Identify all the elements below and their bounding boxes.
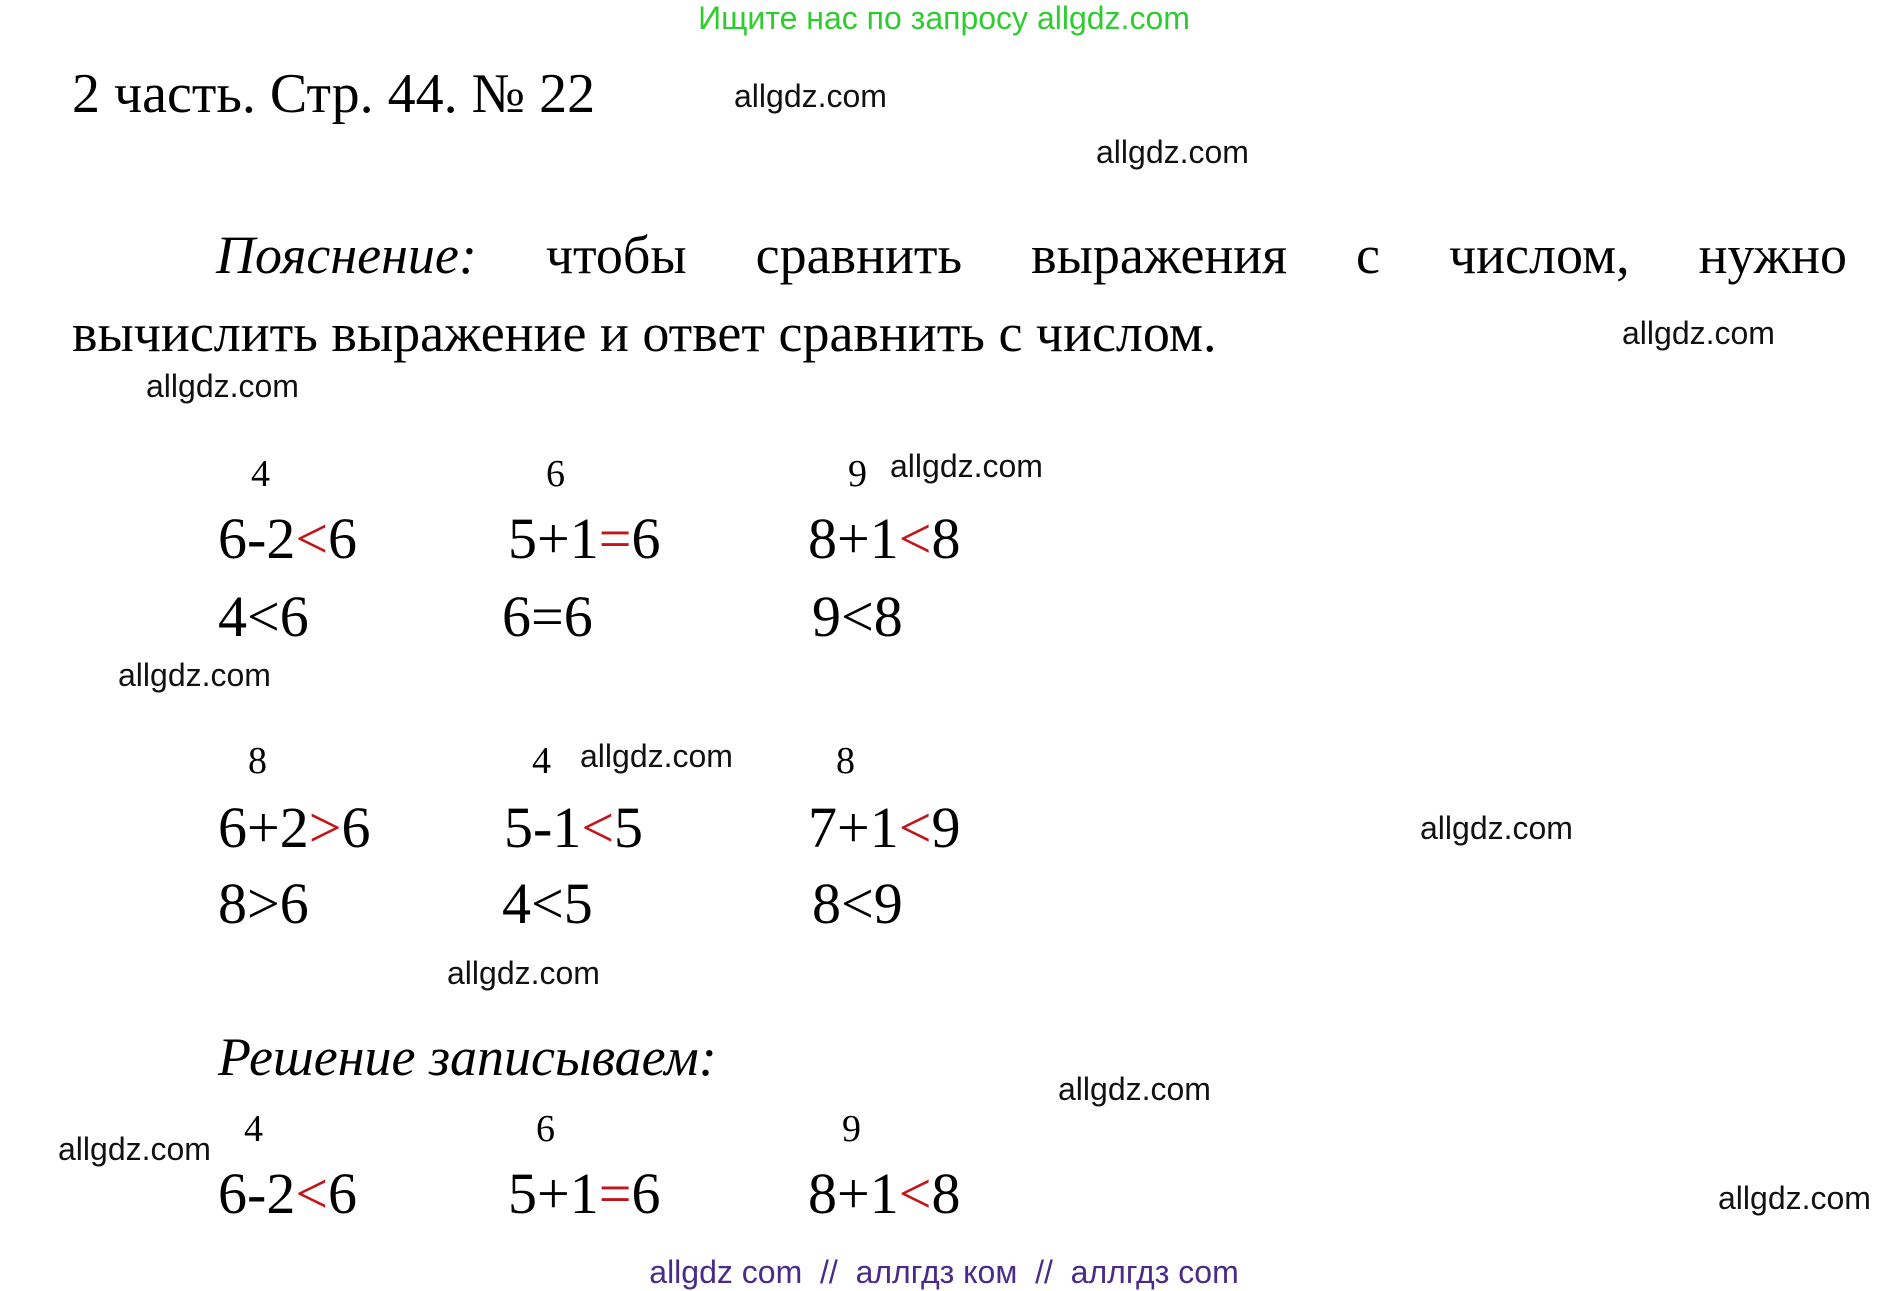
result-number: 4: [244, 1108, 263, 1150]
expression-left: 5+1: [508, 1161, 599, 1226]
explanation-line-2: вычислить выражение и ответ сравнить с числом.: [72, 303, 1217, 363]
expression-right: 8: [931, 1161, 961, 1226]
expression-right: 9: [931, 795, 961, 860]
expression: [508, 1160, 660, 1227]
expression-right: 6: [341, 795, 371, 860]
expression-left: 8+1: [808, 1161, 899, 1226]
result-number: 9: [848, 453, 867, 495]
watermark: allgdz.com: [58, 1131, 211, 1167]
comparison-sign: <: [581, 795, 615, 860]
expression-right: 6: [328, 1161, 358, 1226]
explanation-label: Пояснение:: [216, 225, 477, 285]
explanation-line-1: [72, 216, 1847, 294]
comparison-sign: =: [598, 1161, 632, 1226]
solution-heading: Решение записываем:: [218, 1027, 717, 1087]
expression-left: 5-1: [504, 795, 582, 860]
watermark: allgdz.com: [580, 738, 733, 774]
expression-right: 6: [631, 506, 661, 571]
result-number: 6: [536, 1108, 555, 1150]
comparison: 6=6: [502, 584, 593, 649]
watermark: allgdz.com: [734, 78, 887, 114]
expression: [808, 1160, 960, 1227]
comparison: 8<9: [812, 871, 903, 936]
page-title: 2 часть. Стр. 44. № 22: [72, 63, 596, 125]
watermark: allgdz.com: [1096, 134, 1249, 170]
result-number: 4: [251, 453, 270, 495]
watermark: allgdz.com: [146, 368, 299, 404]
expression-left: 6-2: [218, 1161, 296, 1226]
explanation-text-1: чтобы сравнить выражения с числом, нужно: [545, 225, 1847, 285]
expression: [218, 1160, 357, 1227]
top-banner: Ищите нас по запросу allgdz.com: [698, 0, 1190, 36]
expression-right: 6: [328, 506, 358, 571]
expression-left: 8+1: [808, 506, 899, 571]
result-number: 6: [546, 453, 565, 495]
expression-left: 6-2: [218, 506, 296, 571]
expression-left: 6+2: [218, 795, 309, 860]
watermark: allgdz.com: [447, 955, 600, 991]
expression: [504, 794, 643, 861]
watermark: allgdz.com: [890, 448, 1043, 484]
watermark: allgdz.com: [118, 657, 271, 693]
watermark: allgdz.com: [1420, 810, 1573, 846]
comparison-sign: <: [898, 506, 932, 571]
comparison: 4<6: [218, 584, 309, 649]
watermark: allgdz.com: [1058, 1071, 1211, 1107]
comparison-sign: =: [598, 506, 632, 571]
expression-left: 7+1: [808, 795, 899, 860]
watermark: allgdz.com: [1622, 315, 1775, 351]
comparison-sign: >: [308, 795, 342, 860]
comparison-sign: <: [295, 506, 329, 571]
comparison: 8>6: [218, 871, 309, 936]
comparison-sign: <: [295, 1161, 329, 1226]
expression: [808, 794, 960, 861]
comparison: 9<8: [812, 584, 903, 649]
watermark: allgdz.com: [1718, 1180, 1871, 1216]
footer-links: allgdz com // аллгдз ком // аллгдз com: [649, 1254, 1239, 1290]
expression: [808, 505, 960, 572]
expression-right: 8: [931, 506, 961, 571]
expression-left: 5+1: [508, 506, 599, 571]
result-number: 9: [842, 1108, 861, 1150]
comparison-sign: <: [898, 795, 932, 860]
result-number: 8: [248, 740, 267, 782]
result-number: 4: [532, 740, 551, 782]
comparison: 4<5: [502, 871, 593, 936]
expression: [218, 794, 370, 861]
expression-right: 5: [614, 795, 644, 860]
expression: [218, 505, 357, 572]
expression-right: 6: [631, 1161, 661, 1226]
result-number: 8: [836, 740, 855, 782]
expression: [508, 505, 660, 572]
comparison-sign: <: [898, 1161, 932, 1226]
